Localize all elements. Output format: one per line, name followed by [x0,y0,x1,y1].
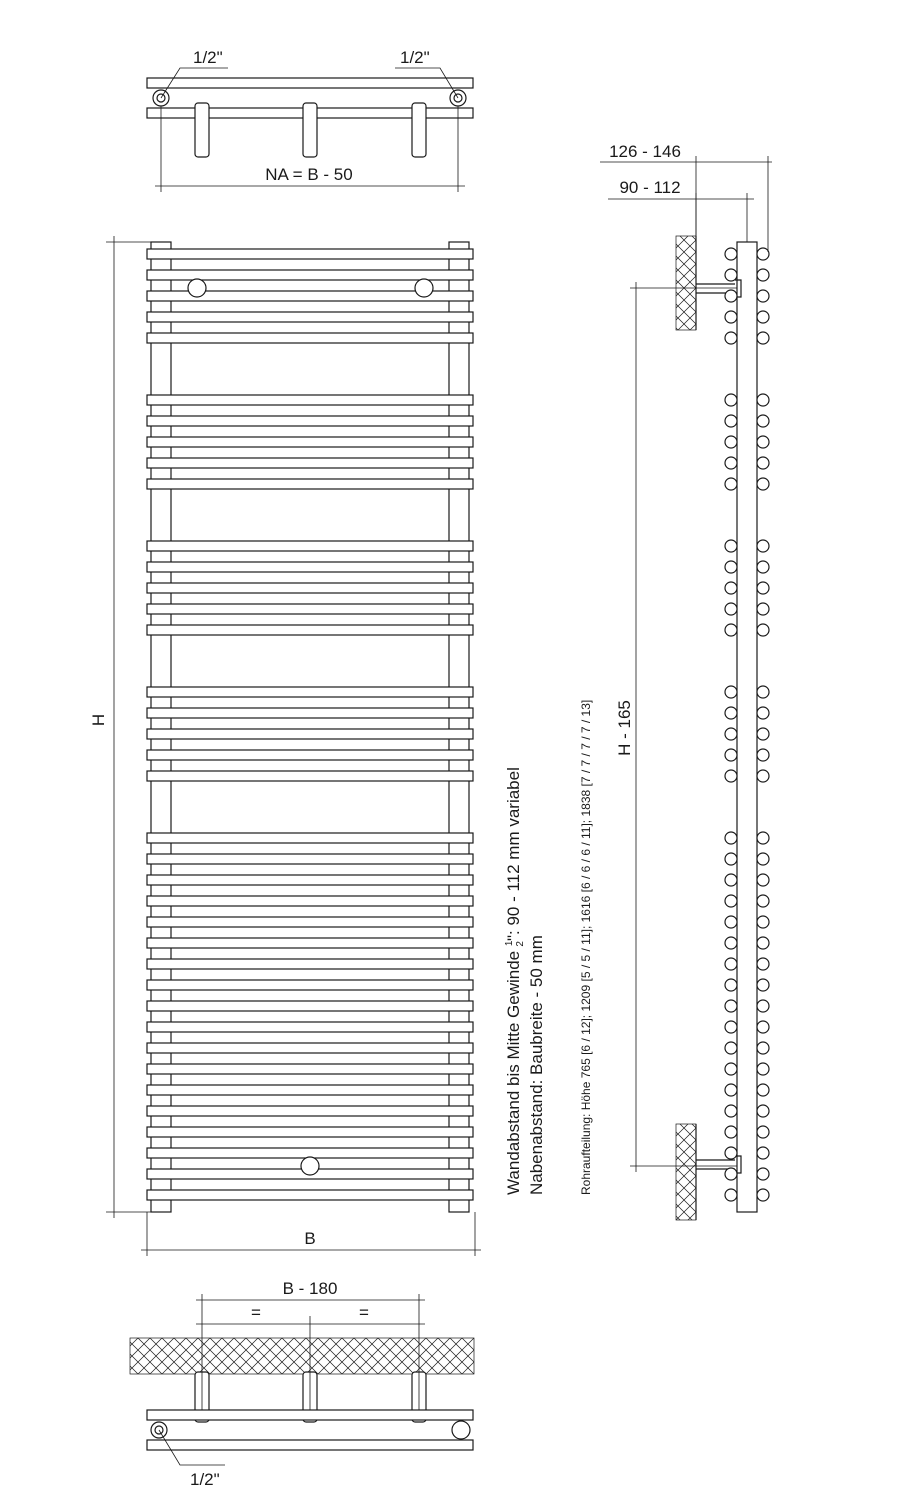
horizontal-tube-11 [147,541,473,551]
hub-distance-label: NA = B - 50 [265,165,353,184]
side-tube-20-back [725,770,737,782]
side-tube-20-front [757,770,769,782]
side-tube-33-front [757,1084,769,1096]
side-tube-31-front [757,1042,769,1054]
side-tube-12-back [725,561,737,573]
side-tube-35-front [757,1126,769,1138]
side-tube-13-front [757,582,769,594]
top-view-bracket-right [412,103,426,157]
side-tube-12-front [757,561,769,573]
side-tube-17-front [757,707,769,719]
horizontal-tube-22 [147,854,473,864]
side-tube-19-front [757,749,769,761]
horizontal-tube-26 [147,938,473,948]
side-tube-6-front [757,394,769,406]
side-tube-14-front [757,603,769,615]
side-tube-11-front [757,540,769,552]
wall-hatch [130,1338,474,1374]
horizontal-tube-33 [147,1085,473,1095]
horizontal-tube-9 [147,458,473,468]
side-tube-27-front [757,958,769,970]
connection-upper-right [415,279,433,297]
side-vertical-tube [737,242,757,1212]
horizontal-tube-32 [147,1064,473,1074]
side-tube-2-back [725,269,737,281]
side-tube-15-back [725,624,737,636]
horizontal-tube-8 [147,437,473,447]
side-tube-14-back [725,603,737,615]
outer-distance-label: 126 - 146 [609,142,681,161]
side-tube-6-back [725,394,737,406]
side-tube-7-back [725,415,737,427]
side-tube-34-front [757,1105,769,1117]
horizontal-tube-24 [147,896,473,906]
side-tube-8-front [757,436,769,448]
bottom-thread-label: 1/2" [190,1470,220,1489]
top-view-bracket-center [303,103,317,157]
side-tube-4-back [725,311,737,323]
side-tube-8-back [725,436,737,448]
side-tube-29-back [725,1000,737,1012]
side-tube-31-back [725,1042,737,1054]
center-height-dimension [630,282,737,1172]
side-tube-10-back [725,478,737,490]
horizontal-tube-34 [147,1106,473,1116]
side-tube-1-back [725,248,737,260]
horizontal-tube-25 [147,917,473,927]
side-tube-33-back [725,1084,737,1096]
side-tube-9-back [725,457,737,469]
bracket-spacing-label: B - 180 [282,1279,338,1298]
connection-bottom-center [301,1157,319,1175]
horizontal-tube-38 [147,1190,473,1200]
horizontal-tube-35 [147,1127,473,1137]
side-tube-10-front [757,478,769,490]
side-tube-4-front [757,311,769,323]
side-tube-37-back [725,1168,737,1180]
side-tube-38-front [757,1189,769,1201]
notes [504,700,593,1195]
horizontal-tube-27 [147,959,473,969]
side-tube-32-front [757,1063,769,1075]
tube-division-note: Rohraufteilung: Höhe 765 [6 / 12]; 1209 [5 / 5 / 11]; 1616 [6 / 6 / 6 / 11]; 1838 [7 / 7 / 7 / 7 / 13] [579,699,593,1195]
horizontal-tube-18 [147,729,473,739]
side-tube-7-front [757,415,769,427]
equal-label-right: = [359,1303,369,1322]
inner-distance-dimension [608,193,754,242]
side-tube-19-back [725,749,737,761]
side-tube-26-back [725,937,737,949]
horizontal-tube-7 [147,416,473,426]
side-view [600,142,772,1220]
horizontal-tube-16 [147,687,473,697]
horizontal-tube-23 [147,875,473,885]
height-dimension [106,236,151,1218]
side-tube-16-front [757,686,769,698]
side-tube-21-front [757,832,769,844]
side-tube-36-back [725,1147,737,1159]
side-tube-13-back [725,582,737,594]
horizontal-tube-4 [147,312,473,322]
side-tube-27-back [725,958,737,970]
bottom-rail-front [147,1440,473,1450]
bottom-connection-right [452,1421,470,1439]
side-tube-25-front [757,916,769,928]
horizontal-tube-14 [147,604,473,614]
side-tube-38-back [725,1189,737,1201]
side-tube-24-back [725,895,737,907]
side-tube-9-front [757,457,769,469]
horizontal-tube-17 [147,708,473,718]
inner-distance-label: 90 - 112 [619,178,681,197]
side-tube-18-front [757,728,769,740]
bottom-view [130,1279,474,1489]
horizontal-tube-6 [147,395,473,405]
side-tube-28-front [757,979,769,991]
side-tube-17-back [725,707,737,719]
bottom-rail-back [147,1410,473,1420]
side-tube-30-back [725,1021,737,1033]
horizontal-tube-30 [147,1022,473,1032]
center-height-label: H - 165 [615,700,634,756]
horizontal-tube-29 [147,1001,473,1011]
top-view-bracket-left [195,103,209,157]
side-tube-30-front [757,1021,769,1033]
width-label: B [304,1229,316,1248]
side-tube-24-front [757,895,769,907]
horizontal-tube-1 [147,249,473,259]
side-tube-2-front [757,269,769,281]
side-tube-28-back [725,979,737,991]
side-tube-3-back [725,290,737,302]
front-view [89,236,481,1256]
horizontal-tube-19 [147,750,473,760]
side-tube-3-front [757,290,769,302]
side-tube-16-back [725,686,737,698]
horizontal-tube-20 [147,771,473,781]
side-tube-25-back [725,916,737,928]
wall-distance-note: Wandabstand bis Mitte Gewinde $^1$2": 90 - 112 mm variabel [504,767,526,1195]
horizontal-tube-21 [147,833,473,843]
side-tube-37-front [757,1168,769,1180]
equal-label-left: = [251,1303,261,1322]
top-view-rail-back [147,78,473,88]
horizontal-tube-15 [147,625,473,635]
front-view-connections [188,279,433,1175]
side-tube-26-front [757,937,769,949]
horizontal-tube-10 [147,479,473,489]
side-tube-1-front [757,248,769,260]
height-label: H [89,713,108,727]
side-tube-35-back [725,1126,737,1138]
side-tube-11-back [725,540,737,552]
side-tube-23-front [757,874,769,886]
side-tube-32-back [725,1063,737,1075]
side-tube-22-back [725,853,737,865]
side-tube-34-back [725,1105,737,1117]
side-tube-36-front [757,1147,769,1159]
side-tube-5-back [725,332,737,344]
connection-upper-left [188,279,206,297]
side-tube-23-back [725,874,737,886]
side-tube-22-front [757,853,769,865]
wall-hatch-top [676,236,696,330]
wall-hatch-bottom [676,1124,696,1220]
side-tube-5-front [757,332,769,344]
thread-label-right: 1/2" [400,48,430,67]
horizontal-tube-5 [147,333,473,343]
horizontal-tube-31 [147,1043,473,1053]
side-tube-18-back [725,728,737,740]
side-tube-21-back [725,832,737,844]
horizontal-tube-28 [147,980,473,990]
side-tube-15-front [757,624,769,636]
side-tube-29-front [757,1000,769,1012]
horizontal-tube-13 [147,583,473,593]
horizontal-tube-12 [147,562,473,572]
thread-label-left: 1/2" [193,48,223,67]
horizontal-tubes [147,249,473,1200]
hub-spacing-note: Nabenabstand: Baubreite - 50 mm [527,935,546,1195]
top-view [147,48,473,192]
